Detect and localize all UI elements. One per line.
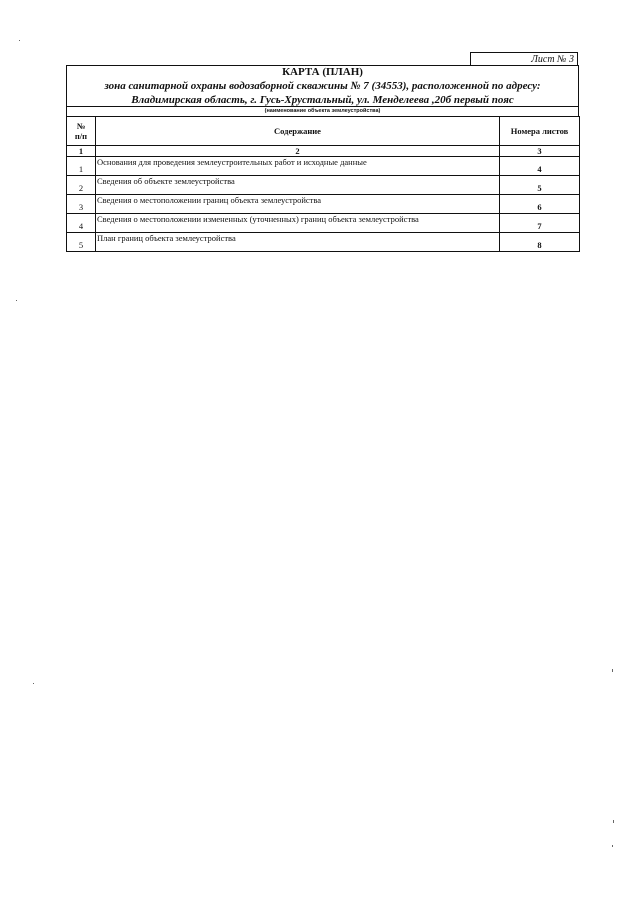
scan-speck: [33, 683, 34, 684]
row-content: План границ объекта землеустройства: [96, 233, 500, 252]
object-name-caption: (наименование объекта землеустройства): [67, 106, 578, 116]
column-index-cell: 1: [67, 146, 96, 157]
scan-speck: [612, 669, 613, 672]
row-number: 1: [67, 157, 96, 176]
table-row: [67, 176, 580, 195]
row-number: 4: [67, 214, 96, 233]
document-header: [66, 65, 579, 117]
document-subtitle-line-1: зона санитарной охраны водозаборной скважины № 7 (34553), расположенной по адресу:: [104, 80, 541, 92]
row-content: Сведения о местоположении границ объекта землеустройства: [96, 195, 500, 214]
table-row: [67, 233, 580, 252]
scan-speck: [612, 845, 613, 847]
row-sheet-number: 7: [500, 214, 580, 233]
sheet-number-label: Лист № 3: [470, 52, 578, 66]
row-content: Основания для проведения землеустроительных работ и исходные данные: [96, 157, 500, 176]
column-index-cell: 3: [500, 146, 580, 157]
column-header-content: Содержание: [96, 117, 500, 146]
row-sheet-number: 4: [500, 157, 580, 176]
table-body: [67, 146, 580, 252]
column-header-number: № п/п: [67, 117, 96, 146]
table-row: [67, 214, 580, 233]
table-row: [67, 195, 580, 214]
document-title: КАРТА (ПЛАН): [282, 66, 363, 78]
row-sheet-number: 6: [500, 195, 580, 214]
table-header-row: [67, 117, 580, 146]
row-sheet-number: 8: [500, 233, 580, 252]
row-number: 5: [67, 233, 96, 252]
scan-speck: [19, 40, 20, 41]
column-header-sheets: Номера листов: [500, 117, 580, 146]
row-number: 2: [67, 176, 96, 195]
row-number: 3: [67, 195, 96, 214]
column-index-cell: 2: [96, 146, 500, 157]
table-row: [67, 157, 580, 176]
document-subtitle-line-2: Владимирская область, г. Гусь-Хрустальный, ул. Менделеева ,20б первый пояс: [131, 94, 514, 106]
contents-table: [66, 116, 580, 252]
row-sheet-number: 5: [500, 176, 580, 195]
scan-speck: [16, 300, 17, 301]
row-content: Сведения об объекте землеустройства: [96, 176, 500, 195]
scan-speck: [613, 820, 614, 823]
row-content: Сведения о местоположении измененных (уточненных) границ объекта землеустройства: [96, 214, 500, 233]
column-index-row: [67, 146, 580, 157]
